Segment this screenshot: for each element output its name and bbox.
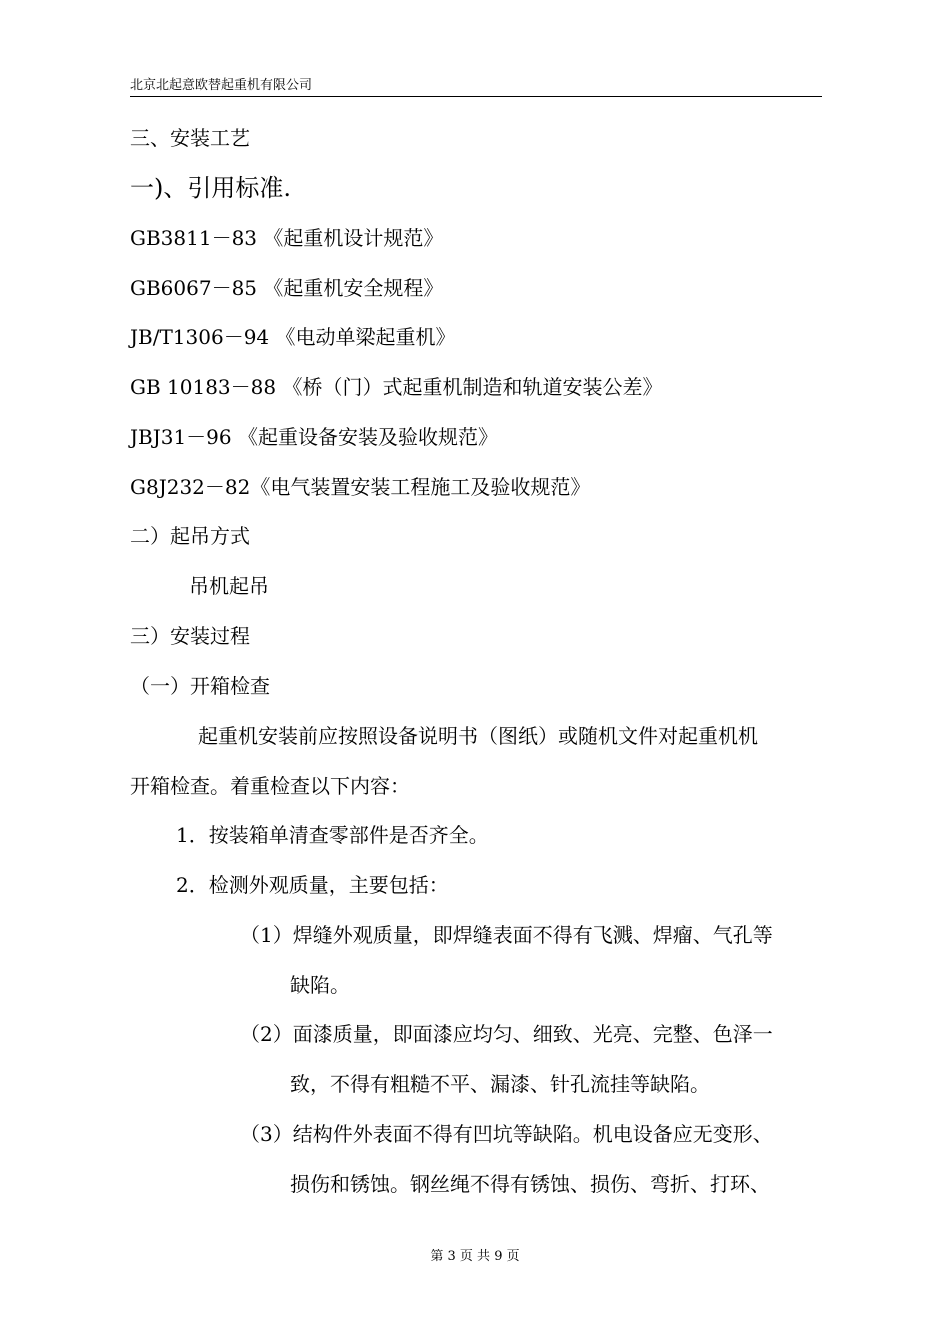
standard-item: G8J232－82《电气装置安装工程施工及验收规范》 xyxy=(130,475,591,499)
standard-item: JB/T1306－94 《电动单梁起重机》 xyxy=(130,325,456,349)
sub-list-item-continuation: 致，不得有粗糙不平、漏漆、针孔流挂等缺陷。 xyxy=(290,1072,710,1096)
company-name: 北京北起意欧替起重机有限公司 xyxy=(130,78,313,93)
section-title: 三、安装工艺 xyxy=(130,126,250,150)
sub-list-item: （1）焊缝外观质量，即焊缝表面不得有飞溅、焊瘤、气孔等 xyxy=(240,923,773,947)
page-number: 第 3 页 共 9 页 xyxy=(430,1249,520,1264)
sub-list-item-continuation: 缺陷。 xyxy=(290,973,350,997)
subsection-title-process: 三）安装过程 xyxy=(130,624,250,648)
sub-list-item: （2）面漆质量，即面漆应均匀、细致、光亮、完整、色泽一 xyxy=(240,1022,773,1046)
standard-item: JBJ31－96 《起重设备安装及验收规范》 xyxy=(130,425,498,449)
step-title-inspection: （一）开箱检查 xyxy=(130,674,270,698)
standard-item: GB 10183－88 《桥（门）式起重机制造和轨道安装公差》 xyxy=(130,375,663,399)
lifting-method: 吊机起吊 xyxy=(189,574,269,598)
paragraph-line: 开箱检查。着重检查以下内容： xyxy=(130,774,410,798)
list-item: 1．按装箱单清查零部件是否齐全。 xyxy=(176,823,489,847)
page-header xyxy=(130,78,822,97)
subsection-title-references: 一)、引用标准. xyxy=(130,174,291,202)
standard-item: GB6067－85 《起重机安全规程》 xyxy=(130,276,444,300)
paragraph-line: 起重机安装前应按照设备说明书（图纸）或随机文件对起重机机 xyxy=(198,724,758,748)
sub-list-item-continuation: 损伤和锈蚀。钢丝绳不得有锈蚀、损伤、弯折、打环、 xyxy=(290,1172,770,1196)
list-item: 2．检测外观质量，主要包括： xyxy=(176,873,449,897)
subsection-title-lifting: 二）起吊方式 xyxy=(130,524,250,548)
sub-list-item: （3）结构件外表面不得有凹坑等缺陷。机电设备应无变形、 xyxy=(240,1122,773,1146)
standard-item: GB3811－83 《起重机设计规范》 xyxy=(130,226,444,250)
